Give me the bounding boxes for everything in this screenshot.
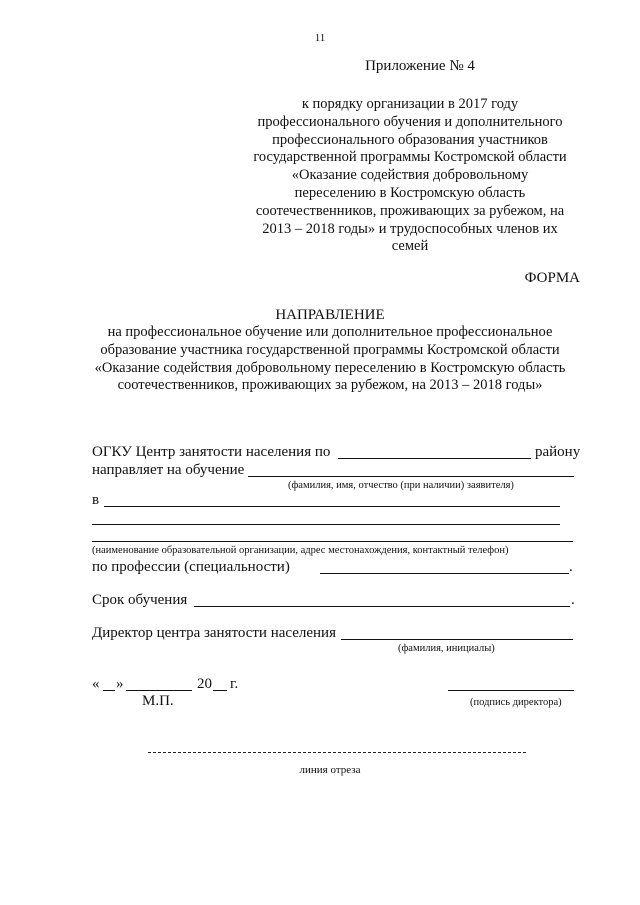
term-period: . [571, 592, 575, 608]
date-day-field[interactable] [103, 690, 115, 691]
profession-label: по профессии (специальности) [92, 559, 290, 575]
date-open-quote: « [92, 676, 100, 692]
center-label: ОГКУ Центр занятости населения по [92, 444, 331, 460]
organization-field-2[interactable] [92, 524, 560, 525]
profession-field[interactable] [320, 573, 569, 574]
signature-field[interactable] [448, 690, 574, 691]
cut-line [148, 752, 526, 753]
profession-period: . [569, 559, 573, 575]
organization-hint: (наименование образовательной организации, адрес местонахождения, контактный телефон) [92, 545, 509, 556]
form-label: ФОРМА [524, 270, 580, 286]
document-subtitle: на профессиональное обучение или дополнительное профессиональное образование участника государственной программы Костромской области «Оказание содействия добровольному переселению в Костромскую область соотечественников, проживающих за рубежом, на 2013 – 2018 годы» [94, 324, 566, 394]
director-hint: (фамилия, инициалы) [398, 643, 495, 654]
page-number: 11 [314, 32, 326, 44]
appendix-description: к порядку организации в 2017 году профессионального обучения и дополнительного профессионального образования участников государственной программы Костромской области «Оказание содействия добровольному переселению в Костромскую область соотечественников, проживающих за рубежом, на 2013 – 2018 годы» и трудоспособных членов их семей [253, 96, 567, 255]
organization-field-3[interactable] [92, 541, 573, 542]
applicant-hint: (фамилия, имя, отчество (при наличии) заявителя) [288, 480, 514, 491]
term-label: Срок обучения [92, 592, 188, 608]
director-name-field[interactable] [341, 639, 573, 640]
district-field[interactable] [338, 458, 531, 459]
year-prefix: 20 [197, 676, 212, 692]
director-label: Директор центра занятости населения [92, 625, 336, 641]
date-year-field[interactable] [213, 690, 227, 691]
applicant-name-field[interactable] [248, 476, 574, 477]
term-field[interactable] [194, 606, 570, 607]
stamp-label: М.П. [142, 693, 174, 709]
cut-line-label: линия отреза [299, 764, 361, 776]
year-suffix: г. [230, 676, 239, 692]
date-month-field[interactable] [126, 690, 192, 691]
document-title: НАПРАВЛЕНИЕ [275, 307, 385, 323]
in-label: в [92, 492, 100, 508]
appendix-title: Приложение № 4 [365, 58, 475, 74]
signature-hint: (подпись директора) [470, 697, 562, 708]
organization-field-1[interactable] [104, 506, 560, 507]
district-suffix: району [535, 444, 581, 460]
date-close-quote: » [116, 676, 124, 692]
sends-label: направляет на обучение [92, 462, 245, 478]
